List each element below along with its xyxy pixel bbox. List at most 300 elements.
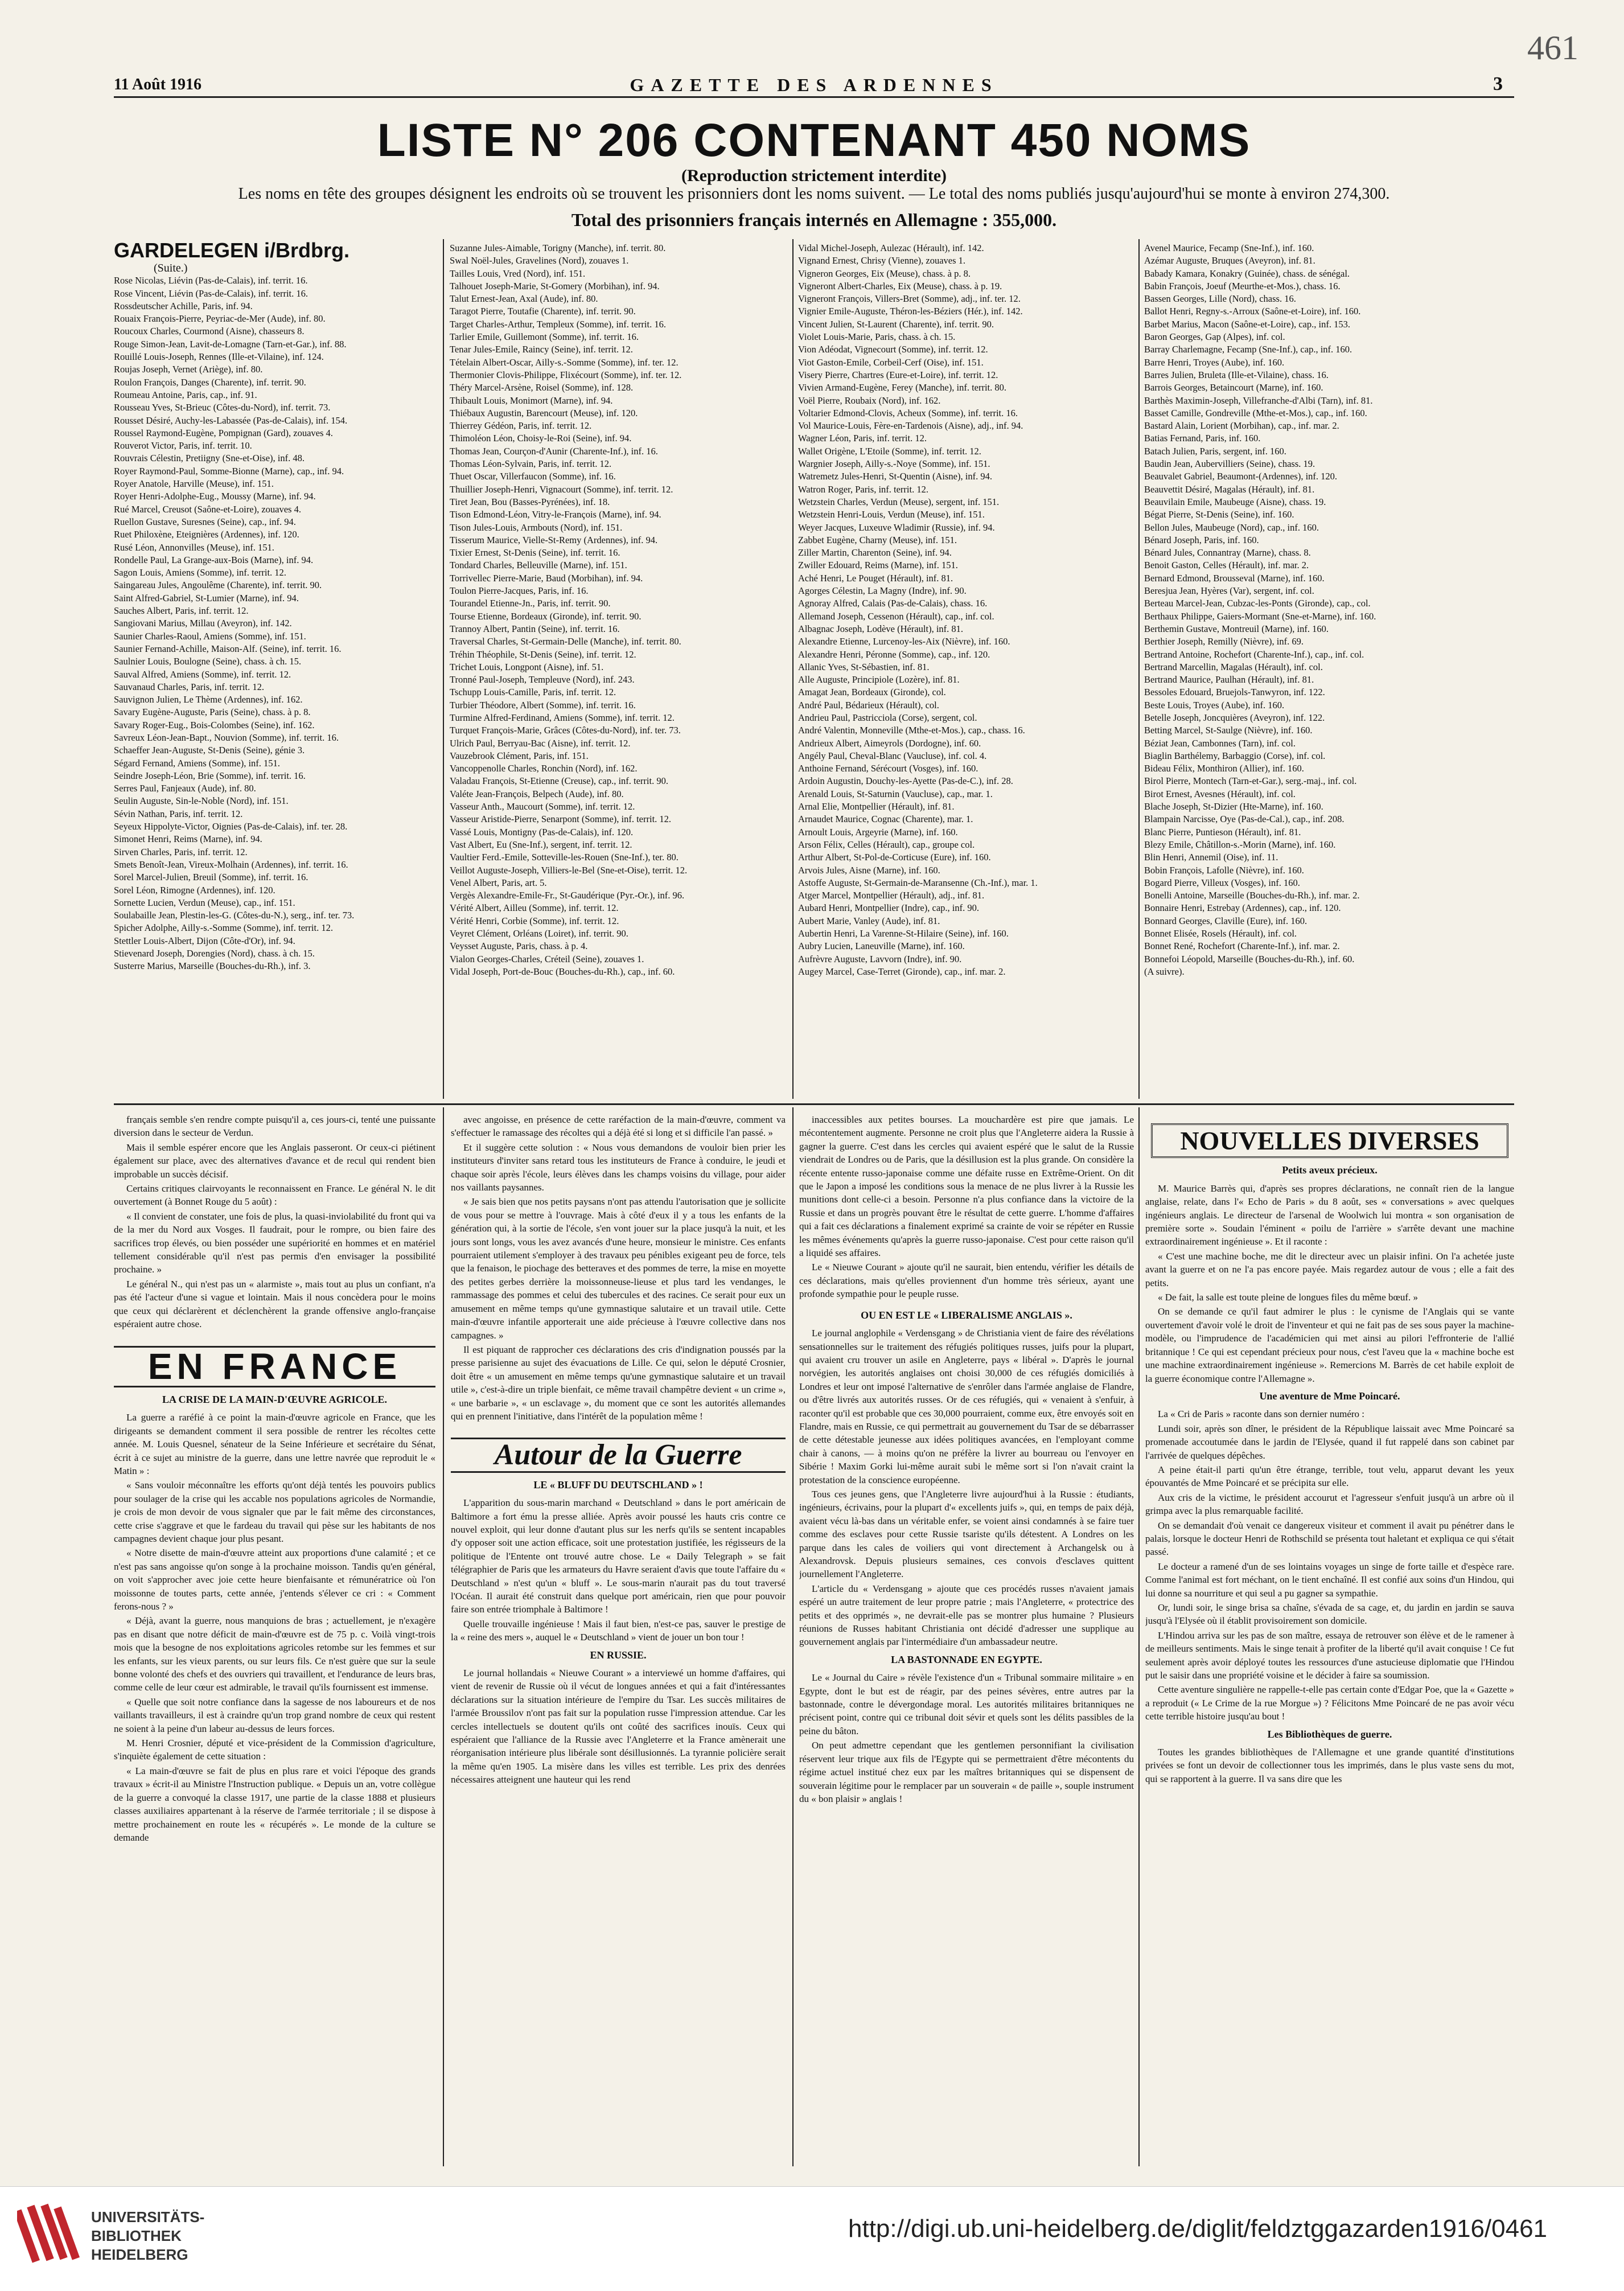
prisoner-entry: Sauvignon Julien, Le Thème (Ardennes), inf. 162. bbox=[114, 694, 303, 705]
article-paragraph: Quelle trouvaille ingénieuse ! Mais il faut bien, n'est-ce pas, sauver le prestige de la « reine des mers », auquel le « Deutschland » vient de jouer un bon tour ! bbox=[451, 1618, 786, 1643]
prisoner-entry: Violet Louis-Marie, Paris, chass. à ch. 15. bbox=[798, 331, 956, 343]
prisoner-entry: Tourse Etienne, Bordeaux (Gironde), inf. territ. 90. bbox=[450, 610, 642, 622]
prisoner-entry: Bonnefoi Léopold, Marseille (Bouches-du-Rh.), inf. 60. bbox=[1144, 953, 1355, 964]
prisoner-entry: Bessoles Edouard, Bruejols-Tanwyron, inf. 122. bbox=[1144, 687, 1325, 698]
prisoner-entry: Turbier Théodore, Albert (Somme), inf. territ. 16. bbox=[450, 699, 636, 711]
prisoner-entry: Vigneron Georges, Eix (Meuse), chass. à p. 8. bbox=[798, 268, 971, 279]
prisoner-entry: Blin Henri, Annemil (Oise), inf. 11. bbox=[1144, 852, 1278, 863]
prisoner-entry: Saingareau Jules, Angoulême (Charente), inf. territ. 90. bbox=[114, 580, 322, 591]
prisoner-entry: Rouverot Victor, Paris, inf. territ. 10. bbox=[114, 440, 252, 451]
prisoner-entry: Benoit Gaston, Celles (Hérault), inf. mar. 2. bbox=[1144, 560, 1309, 571]
prisoner-entry: Ruet Philoxène, Eteignières (Ardennes), inf. 120. bbox=[114, 529, 299, 540]
prisoner-entry: Vialon Georges-Charles, Créteil (Seine), zouaves 1. bbox=[450, 953, 644, 964]
prisoner-entry: Thimoléon Léon, Choisy-le-Roi (Seine), inf. 94. bbox=[450, 433, 632, 444]
prisoner-entry: Vasseur Aristide-Pierre, Senarpont (Somme), inf. territ. 12. bbox=[450, 814, 672, 825]
prisoner-entry: Baudin Jean, Aubervilliers (Seine), chass. 19. bbox=[1144, 458, 1315, 470]
article-subheading: Une aventure de Mme Poincaré. bbox=[1259, 1390, 1400, 1402]
prisoner-entry: André Valentin, Monneville (Mthe-et-Mos.), cap., chass. 16. bbox=[798, 725, 1025, 736]
prisoner-entry: Roujas Joseph, Vernet (Ariège), inf. 80. bbox=[114, 364, 263, 375]
article-paragraph: On peut admettre cependant que les gentlemen personnifiant la civilisation réservent leur trique aux fils de l'Egypte qui se permettraient d'être mécontents du régime actuel institué chez eux par les maîtres britanniques qui se dispensent de souverain légitime pour le remplacer par un souverain « de paille », souple instrument du « bon plaisir » anglais ! bbox=[799, 1740, 1134, 1804]
article-paragraph: Mais il semble espérer encore que les Anglais passeront. Or ceux-ci piétinent également sur place, avec des alternatives d'avance et de recul qui rendent bien improbable un succès décisif. bbox=[114, 1142, 435, 1180]
prisoner-entry: Visery Pierre, Chartres (Eure-et-Loire), inf. territ. 12. bbox=[798, 369, 998, 380]
prisoner-entry: Veillot Auguste-Joseph, Villiers-le-Bel (Sne-et-Oise), territ. 12. bbox=[450, 864, 688, 876]
prisoner-entry: Barthès Maximin-Joseph, Villefranche-d'Albi (Tarn), inf. 81. bbox=[1144, 395, 1373, 406]
prisoner-entry: Simonet Henri, Reims (Marne), inf. 94. bbox=[114, 834, 262, 845]
article-subheading: Les Bibliothèques de guerre. bbox=[1267, 1728, 1392, 1740]
article-column-1 bbox=[114, 1113, 435, 2166]
prisoner-entry: Sornette Lucien, Verdun (Meuse), cap., inf. 151. bbox=[114, 897, 295, 908]
library-name-line: UNIVERSITÄTS- bbox=[91, 2208, 205, 2226]
column-rule bbox=[792, 1107, 794, 2166]
prisoner-entry: Rousseau Yves, St-Brieuc (Côtes-du-Nord), inf. territ. 73. bbox=[114, 402, 331, 413]
prisoner-entry: Savary Eugène-Auguste, Paris (Seine), chass. à p. 8. bbox=[114, 707, 311, 718]
prisoner-entry: Rué Marcel, Creusot (Saône-et-Loire), zouaves 4. bbox=[114, 503, 301, 515]
prisoner-entry: Babin François, Joeuf (Meurthe-et-Mos.), chass. 16. bbox=[1144, 280, 1341, 291]
article-paragraph: Aux cris de la victime, le président accourut et l'agresseur s'enfuit jusqu'à un arbre où il grimpa avec la plus remarquable facilité. bbox=[1145, 1492, 1514, 1517]
prisoner-entry: Thermonier Clovis-Philippe, Flixécourt (Somme), inf. ter. 12. bbox=[450, 369, 682, 380]
section-divider bbox=[114, 1103, 1514, 1105]
article-column-4 bbox=[1145, 1113, 1514, 2166]
prisoner-entry: Tailles Louis, Vred (Nord), inf. 151. bbox=[450, 268, 586, 279]
prisoner-entry: Tréhin Théophile, St-Denis (Seine), inf. territ. 12. bbox=[450, 648, 636, 660]
prisoner-entry: Vast Albert, Eu (Sne-Inf.), sergent, inf. territ. 12. bbox=[450, 839, 632, 850]
prisoner-entry: Wetzstein Henri-Louis, Verdun (Meuse), inf. 151. bbox=[798, 509, 985, 520]
article-paragraph: On se demande ce qu'il faut admirer le plus : le cynisme de l'Anglais qui se vante ouvertement d'avoir volé le droit de l'inventeur et qui ne fait pas de ses sous payer la machine-modèle, ou l'imprudence de l'académicien qui met ainsi au pilori l'effronterie de l'allié britannique ! Ce qui est cependant précieux pour nous, c'est l'aveu que la « machine boche est une machine extraordinairement ingénieuse ». Remercions M. Barrès de cet habile exploit de la guerre économique contre l'Allemagne ». bbox=[1145, 1306, 1514, 1384]
prisoner-entry: Arnal Elie, Montpellier (Hérault), inf. 81. bbox=[798, 801, 955, 812]
prisoner-entry: Rouge Simon-Jean, Lavit-de-Lomagne (Tarn-et-Gar.), inf. 88. bbox=[114, 338, 347, 350]
prisoner-entry: Vérité Albert, Ailleu (Somme), inf. territ. 12. bbox=[450, 902, 619, 914]
prisoner-entry: Sévin Nathan, Paris, inf. territ. 12. bbox=[114, 808, 243, 819]
prisoner-entry: Vidal Joseph, Port-de-Bouc (Bouches-du-Rh.), cap., inf. 60. bbox=[450, 966, 675, 977]
prisoner-entry: Turquet François-Marie, Grâces (Côtes-du-Nord), inf. ter. 73. bbox=[450, 725, 681, 736]
prisoner-entry: Tondard Charles, Belleuville (Marne), inf. 151. bbox=[450, 560, 627, 571]
prisoner-entry: Tisserum Maurice, Vielle-St-Remy (Ardennes), inf. 94. bbox=[450, 534, 658, 545]
prisoner-entry: Sorel Marcel-Julien, Breuil (Somme), inf. territ. 16. bbox=[114, 872, 309, 883]
prisoner-entry: Thiébaux Augustin, Barencourt (Meuse), inf. 120. bbox=[450, 407, 638, 418]
prisoner-entry: Talhouet Joseph-Marie, St-Gomery (Morbihan), inf. 94. bbox=[450, 280, 660, 291]
prisoner-entry: Beauvettit Désiré, Magalas (Hérault), inf. 81. bbox=[1144, 483, 1315, 495]
prisoner-entry: Trannoy Albert, Pantin (Seine), inf. territ. 16. bbox=[450, 623, 620, 634]
prisoner-entry: Royer Anatole, Harville (Meuse), inf. 151. bbox=[114, 478, 274, 490]
prisoner-entry: Angély Paul, Cheval-Blanc (Vaucluse), inf. col. 4. bbox=[798, 750, 987, 761]
prisoner-entry: Vauzebrook Clément, Paris, inf. 151. bbox=[450, 750, 589, 761]
prisoner-entry: Babady Kamara, Konakry (Guinée), chass. de sénégal. bbox=[1144, 268, 1350, 279]
prisoner-entry: Swal Noël-Jules, Gravelines (Nord), zouaves 1. bbox=[450, 255, 629, 266]
article-paragraph: « Sans vouloir méconnaître les efforts qu'ont déjà tentés les pouvoirs publics pour soulager de la crise qui les accable nos populations agricoles de Normandie, je crois de mon devoir de vous signaler que par le fait même des circonstances, cette crise s'aggrave et que le fardeau du travail qui pèse sur les habitants de nos campagnes devient chaque jour plus pesant. bbox=[114, 1480, 435, 1544]
prisoner-entry: Thomas Léon-Sylvain, Paris, inf. territ. 12. bbox=[450, 458, 612, 470]
prisoner-entry: Roumeau Antoine, Paris, cap., inf. 91. bbox=[114, 389, 257, 400]
library-name bbox=[91, 2208, 204, 2264]
prisoner-entry: Sorel Léon, Rimogne (Ardennes), inf. 120. bbox=[114, 884, 276, 896]
library-name-line: HEIDELBERG bbox=[91, 2246, 188, 2263]
prisoner-entry: (A suivre). bbox=[1144, 966, 1185, 977]
prisoner-entry: Birot Ernest, Avesnes (Hérault), inf. col. bbox=[1144, 788, 1296, 799]
prisoner-entry: Target Charles-Arthur, Templeux (Somme), inf. territ. 16. bbox=[450, 318, 666, 330]
prisoner-entry: Rose Vincent, Liévin (Pas-de-Calais), inf. territ. 16. bbox=[114, 288, 308, 299]
prisoner-entry: Seindre Joseph-Léon, Brie (Somme), inf. territ. 16. bbox=[114, 770, 306, 781]
name-list-column-1 bbox=[114, 239, 438, 1099]
article-subheading: OU EN EST LE « LIBERALISME ANGLAIS ». bbox=[861, 1309, 1072, 1321]
article-paragraph: « Quelle que soit notre confiance dans la sagesse de nos laboureurs et de nos vaillants travailleurs, il est à craindre qu'un trop grand nombre de ceux qui restent ne soient à la peine d'un labeur au-dessus de leurs forces. bbox=[114, 1696, 435, 1734]
prisoner-entry: Spicher Adolphe, Ailly-s.-Somme (Somme), inf. territ. 12. bbox=[114, 922, 333, 934]
prisoner-entry: Vergès Alexandre-Emile-Fr., St-Gaudérique (Pyr.-Or.), inf. 96. bbox=[450, 890, 685, 901]
column-rule bbox=[792, 239, 794, 1099]
prisoner-entry: Berteau Marcel-Jean, Cubzac-les-Ponts (Gironde), cap., col. bbox=[1144, 598, 1371, 609]
prisoner-entry: Bonnet Elisée, Rosels (Hérault), inf. col. bbox=[1144, 928, 1297, 939]
prisoner-entry: Barbet Marius, Macon (Saône-et-Loire), cap., inf. 153. bbox=[1144, 318, 1350, 330]
prisoner-entry: Traversal Charles, St-Germain-Delle (Manche), inf. territ. 80. bbox=[450, 636, 681, 647]
article-paragraph: Le journal anglophile « Verdensgang » de Christiania vient de faire des révélations sensationnelles sur le traitement des réfugiés politiques russes, juifs pour la plupart, qui avaient cru trouver un asile en Angleterre, pays « libéral ». D'après le journal norvégien, les autorités anglaises ont choisi 30,000 de ces réfugiés domiciliés à Londres et leur ont imposé l'alternative de s'enrôler dans l'armée anglaise de Flandre, ou d'être livrés aux autorités russes. Or de ces réfugiés, qui « venaient à s'enfuir, à raconter qu'il est probable que ces 30,000 pourraient, comme eux, être envoyés soit en Flandre, mais en Russie, ce qui permettrait au gouvernement du Tsar de se débarrasser de cette détestable jeunesse aux idées politiques avancées, en l'employant comme chair à canons, — à moins qu'on ne préfère la livrer au bourreau ou l'envoyer en Sibérie ! Maxim Gorki lui-même aurait subi le même sort si l'on n'avait craint la protestation de la conscience européenne. bbox=[799, 1328, 1134, 1485]
prisoner-entry: Vivien Armand-Eugène, Ferey (Manche), inf. territ. 80. bbox=[798, 382, 1007, 393]
prisoner-entry: Torrivellec Pierre-Marie, Baud (Morbihan), inf. 94. bbox=[450, 572, 643, 584]
newspaper-name: GAZETTE DES ARDENNES bbox=[630, 75, 998, 95]
prisoner-entry: Bonnet René, Rochefort (Charente-Inf.), inf. mar. 2. bbox=[1144, 941, 1340, 952]
prisoner-entry: Tiret Jean, Bou (Basses-Pyrénées), inf. 18. bbox=[450, 496, 610, 507]
prisoner-entry: Sangiovani Marius, Millau (Aveyron), inf. 142. bbox=[114, 618, 292, 629]
article-subheading: EN RUSSIE. bbox=[590, 1649, 647, 1661]
prisoner-entry: Bonnard Georges, Claville (Eure), inf. 160. bbox=[1144, 915, 1308, 926]
handwritten-page-mark: 461 bbox=[1527, 29, 1578, 67]
prisoner-entry: Vignand Ernest, Chrisy (Vienne), zouaves 1. bbox=[798, 255, 966, 266]
prisoner-entry: Andrieux Albert, Aimeyrols (Dordogne), inf. 60. bbox=[798, 737, 981, 749]
article-paragraph: A peine était-il parti qu'un être étrange, terrible, tout velu, apparut devant les yeux épouvantés de Mme Poincaré et se précipita sur elle. bbox=[1145, 1464, 1514, 1489]
name-list bbox=[1144, 242, 1514, 978]
article-paragraph: Toutes les grandes bibliothèques de l'Allemagne et une grande quantité d'institutions privées se font un devoir de collectionner tous les imprimés, dans le plus vaste sens du mot, qui se rapportent à la guerre. Il va sans dire que les bbox=[1145, 1747, 1514, 1784]
prisoner-entry: Zwiller Edouard, Reims (Marne), inf. 151. bbox=[798, 560, 958, 571]
article-column-3 bbox=[799, 1113, 1134, 2166]
prisoner-entry: Stievenard Joseph, Dorengies (Nord), chass. à ch. 15. bbox=[114, 948, 315, 959]
prisoner-entry: Beauvilain Emile, Maubeuge (Aisne), chass. 19. bbox=[1144, 496, 1326, 507]
article-paragraph: « De fait, la salle est toute pleine de longues files du même bœuf. » bbox=[1158, 1292, 1418, 1303]
column-rule bbox=[443, 1107, 444, 2166]
article-paragraph: La guerre a raréfié à ce point la main-d'œuvre agricole en France, que les dirigeants se demandent comment il sera possible de rentrer les récoltes cette année. M. Louis Quesnel, sénateur de la Seine Inférieure et secrétaire du Sénat, écrit à ce sujet au ministre de la guerre, dans une lettre navrée que reproduit le « Matin » : bbox=[114, 1412, 435, 1476]
article-paragraph: Le journal hollandais « Nieuwe Courant » a interviewé un homme d'affaires, qui vient de revenir de Russie où il vécut de longues années et qui a fait d'intéressantes déclarations sur la situation intérieure de l'empire du Tsar. Les succès militaires de l'armée Broussilov n'ont pas fait sur la population russe l'impression attendue. Car les cercles intellectuels se doutent qu'ils ont coûté des sacrifices inouïs. Ceux qui espéraient que l'alliance de la Russie avec l'Angleterre et la France amènerait une réorganisation intérieure plus libérale sont désillusionnés. La tyrannie policière serait la même qu'en 1905. La misère dans les villes est terrible. Les prix des denrées nécessaires atteignent une hauteur qui les rend bbox=[451, 1668, 786, 1785]
camp-heading: GARDELEGEN i/Brdbrg. bbox=[114, 239, 350, 262]
prisoner-entry: Saulnier Louis, Boulogne (Seine), chass. à ch. 15. bbox=[114, 656, 302, 667]
prisoner-entry: Stettler Louis-Albert, Dijon (Côte-d'Or), inf. 94. bbox=[114, 935, 295, 946]
prisoner-entry: Baron Georges, Gap (Alpes), inf. col. bbox=[1144, 331, 1285, 343]
prisoner-entry: Bénard Joseph, Paris, inf. 160. bbox=[1144, 534, 1259, 545]
prisoner-entry: Bideau Félix, Monthiron (Allier), inf. 160. bbox=[1144, 763, 1304, 774]
prisoner-entry: Amagat Jean, Bordeaux (Gironde), col. bbox=[798, 687, 946, 698]
prisoner-entry: André Paul, Bédarieux (Hérault), col. bbox=[798, 699, 939, 711]
article-paragraph: inaccessibles aux petites bourses. La mouchardère est pire que jamais. Le mécontentement augmente. Personne ne croit plus que l'Angleterre aidera la Russie à gagner la guerre. C'est dans les cercles qui avaient espéré que le salut de la Russie viendrait de Londres ou de Paris, que la désillusion est la plus grande. On considère la récente entente russo-japonaise comme une défaite russe en Extrême-Orient. On dit que le Japon a imposé les conditions sous la menace de ne plus livrer à la Russie les munitions dont celle-ci a besoin. Personne n'a plus confiance dans la victoire de la Russie et dans un progrès pouvant être le résultat de cette guerre. L'homme d'affaires qui a fait ces déclarations a finalement exprimé sa crainte de voir se répéter en Russie les mêmes événements qu'après la guerre russo-japonaise. C'est pour cette raison qu'il a liquidé ses affaires. bbox=[799, 1114, 1134, 1259]
prisoner-entry: Ulrich Paul, Berryau-Bac (Aisne), inf. territ. 12. bbox=[450, 737, 631, 749]
prisoner-entry: Vassé Louis, Montigny (Pas-de-Calais), inf. 120. bbox=[450, 826, 634, 837]
prisoner-entry: Smets Benoît-Jean, Vireux-Molhain (Ardennes), inf. territ. 16. bbox=[114, 859, 348, 870]
prisoner-entry: Arvois Jules, Aisne (Marne), inf. 160. bbox=[798, 864, 940, 876]
prisoner-entry: Soulabaille Jean, Plestin-les-G. (Côtes-du-N.), serg., inf. ter. 73. bbox=[114, 910, 355, 921]
prisoner-entry: Rouvrais Célestin, Pretiigny (Sne-et-Oise), inf. 48. bbox=[114, 453, 305, 464]
article-paragraph: L'article du « Verdensgang » ajoute que ces procédés russes n'avaient jamais espéré un autre traitement de leur propre patrie ; mais l'Angleterre, « protectrice des petits et des opprimés », ne devrait-elle pas se montrer plus humaine ? Plusieurs réunions de Russes habitant Christiania ont décidé d'adresser une supplique au gouvernement anglais par l'intermédiaire d'un ambassadeur neutre. bbox=[799, 1583, 1134, 1648]
prisoner-entry: Wagner Léon, Paris, inf. territ. 12. bbox=[798, 433, 927, 444]
prisoner-entry: Ziller Martin, Charenton (Seine), inf. 94. bbox=[798, 547, 952, 559]
source-url-link[interactable]: http://digi.ub.uni-heidelberg.de/diglit/feldztggazarden1916/0461 bbox=[848, 2215, 1548, 2243]
list-title: LISTE N° 206 CONTENANT 450 NOMS bbox=[377, 114, 1251, 166]
prisoner-entry: Birol Pierre, Montech (Tarn-et-Gar.), serg.-maj., inf. col. bbox=[1144, 775, 1357, 787]
prisoner-entry: Tison Edmond-Léon, Vitry-le-François (Marne), inf. 94. bbox=[450, 509, 661, 520]
prisoner-entry: Arthur Albert, St-Pol-de-Corticuse (Eure), inf. 160. bbox=[798, 852, 991, 863]
prisoner-entry: Talut Ernest-Jean, Axal (Aude), inf. 80. bbox=[450, 293, 598, 305]
article-subheading: LA CRISE DE LA MAIN-D'ŒUVRE AGRICOLE. bbox=[162, 1393, 388, 1405]
prisoner-entry: Tételain Albert-Oscar, Ailly-s.-Somme (Somme), inf. ter. 12. bbox=[450, 356, 679, 368]
prisoner-entry: Atger Marcel, Montpellier (Hérault), adj., inf. 81. bbox=[798, 890, 985, 901]
prisoner-entry: Taragot Pierre, Toutafie (Charente), inf. territ. 90. bbox=[450, 306, 636, 317]
article-paragraph: Il est piquant de rapprocher ces déclarations des cris d'indignation poussés par la presse parisienne au sujet des évacuations de Lille. Ce qui, selon le député Crosnier, doit être « un amusement en même temps qu'une gymnastique salutaire et un travail utile », c'est-à-dire un triple bienfait, ce même travail champêtre devient « un crime », « une barbarie », « un esclavage », du moment que ce sont les autorités allemandes qui en prennent l'initiative, dans l'intérêt de la population même ! bbox=[451, 1344, 786, 1422]
prisoner-entry: Wetzstein Charles, Verdun (Meuse), sergent, inf. 151. bbox=[798, 496, 1000, 507]
prisoner-entry: Betelle Joseph, Joncquières (Aveyron), inf. 122. bbox=[1144, 712, 1325, 723]
prisoner-entry: Bertrand Marcellin, Magalas (Hérault), inf. col. bbox=[1144, 661, 1323, 672]
prisoner-entry: Alle Auguste, Principiole (Lozère), inf. 81. bbox=[798, 674, 960, 685]
article-paragraph: « C'est une machine boche, me dit le directeur avec un plaisir infini. On l'a achetée juste avant la guerre et on ne l'a pas encore payée. Mais regardez autour de vous ; elle a fait des petits. bbox=[1145, 1250, 1514, 1288]
prisoner-entry: Sirven Charles, Paris, inf. territ. 12. bbox=[114, 846, 248, 857]
prisoner-entry: Rossdeutscher Achille, Paris, inf. 94. bbox=[114, 300, 253, 311]
university-library-logo-icon bbox=[17, 2198, 80, 2272]
prisoner-entry: Astoffe Auguste, St-Germain-de-Maransenne (Ch.-Inf.), mar. 1. bbox=[798, 877, 1038, 888]
prisoner-entry: Agorges Célestin, La Magny (Indre), inf. 90. bbox=[798, 585, 967, 597]
prisoner-entry: Barre Henri, Troyes (Aube), inf. 160. bbox=[1144, 356, 1285, 368]
prisoner-entry: Anthoine Fernand, Sérécourt (Vosges), inf. 160. bbox=[798, 763, 978, 774]
article-paragraph: avec angoisse, en présence de cette raréfaction de la main-d'œuvre, comment va s'effectuer le ramassage des récoltes qui a déjà été si long et si difficile l'an passé. » bbox=[451, 1114, 786, 1139]
prisoner-entry: Aubard Henri, Montpellier (Indre), cap., inf. 90. bbox=[798, 902, 979, 914]
prisoner-entry: Ruellon Gustave, Suresnes (Seine), cap., inf. 94. bbox=[114, 516, 296, 527]
prisoner-entry: Toulon Pierre-Jacques, Paris, inf. 16. bbox=[450, 585, 589, 597]
prisoner-entry: Seyeux Hippolyte-Victor, Oignies (Pas-de-Calais), inf. ter. 28. bbox=[114, 821, 348, 832]
prisoner-entry: Venel Albert, Paris, art. 5. bbox=[450, 877, 547, 888]
section-heading-autour-de-la-guerre: Autour de la Guerre bbox=[451, 1438, 786, 1472]
prisoner-entry: Serres Paul, Fanjeaux (Aude), inf. 80. bbox=[114, 783, 256, 794]
prisoner-entry: Bellon Jules, Maubeuge (Nord), cap., inf. 160. bbox=[1144, 522, 1319, 533]
prisoner-entry: Blache Joseph, St-Dizier (Hte-Marne), inf. 160. bbox=[1144, 801, 1323, 812]
article-subheading: LA BASTONNADE EN EGYPTE. bbox=[891, 1653, 1042, 1665]
prisoner-entry: Veysset Auguste, Paris, chass. à p. 4. bbox=[450, 941, 588, 952]
prisoner-entry: Wargnier Joseph, Ailly-s.-Noye (Somme), inf. 151. bbox=[798, 458, 990, 470]
article-paragraph: Or, lundi soir, le singe brisa sa chaîne, s'évada de sa cage, et, du jardin en jardin se sauva jusqu'à l'Elysée où il établit provisoirement son domicile. bbox=[1145, 1602, 1514, 1627]
prisoner-entry: Barray Charlemagne, Fecamp (Sne-Inf.), cap., inf. 160. bbox=[1144, 344, 1352, 355]
article-paragraph: « Déjà, avant la guerre, nous manquions de bras ; actuellement, je n'exagère pas en disant que notre déficit de main-d'œuvre est de 75 p. c. Voilà vingt-trois mois que la besogne de nos exploitations agricoles retombe sur les femmes et sur les enfants, sur les vieux parents, ou sur leurs fils. Ce n'est guère que sur la seule bonne volonté des chefs et des ouvriers qui travaillent, et l'endurance de leurs bras, comme celle de leur cœur est admirable, le travail qu'ils fournissent est immense. bbox=[114, 1615, 435, 1693]
prisoner-entry: Tarlier Emile, Guillemont (Somme), inf. territ. 16. bbox=[450, 331, 639, 343]
reproduction-notice: (Reproduction strictement interdite) bbox=[681, 166, 947, 185]
prisoner-entry: Voltarier Edmond-Clovis, Acheux (Somme), inf. territ. 16. bbox=[798, 407, 1018, 418]
prisoner-entry: Thierrey Gédéon, Paris, inf. territ. 12. bbox=[450, 420, 592, 432]
prisoner-entry: Zabbet Eugène, Charny (Meuse), inf. 151. bbox=[798, 534, 957, 545]
prisoner-entry: Béziat Jean, Cambonnes (Tarn), inf. col. bbox=[1144, 737, 1296, 749]
prisoner-entry: Ballot Henri, Regny-s.-Arroux (Saône-et-Loire), inf. 160. bbox=[1144, 306, 1361, 317]
section-heading-nouvelles-diverses: NOUVELLES DIVERSES bbox=[1151, 1123, 1508, 1158]
article-paragraph: Le général N., qui n'est pas un « alarmiste », mais tout au plus un confiant, n'a pas été l'acteur d'une si vague et lointain. Mais il nous concèdera pour le moins que ceux qui déclarèrent et déclenchèrent la grande offensive anglo-française espéraient autre chose. bbox=[114, 1278, 435, 1330]
prisoner-entry: Bonelli Antoine, Marseille (Bouches-du-Rh.), inf. mar. 2. bbox=[1144, 890, 1360, 901]
prisoner-entry: Aubry Lucien, Laneuville (Marne), inf. 160. bbox=[798, 941, 965, 952]
article-paragraph: L'apparition du sous-marin marchand « Deutschland » dans le port américain de Baltimore a fort ému la presse alliée. Après avoir poussé les hauts cris contre ce nouvel exploit, qui leur donne d'autant plus sur les nerfs qu'ils se sentent incapables d'y opposer soit une action efficace, soit une protestation justifiée, les régisseurs de la politique de l'Entente ont trouvé autre chose. Le « Daily Telegraph » se fait télégraphier de Paris que les armateurs du Havre seraient d'avis que toute l'affaire du « Deutschland » n'est qu'un « bluff ». Le sous-marin n'aurait pas du tout traversé l'Océan. Il aurait été construit dans quelque port américain, rien que pour pouvoir faire son entrée triomphale à Baltimore ! bbox=[451, 1497, 786, 1615]
prisoner-entry: Aché Henri, Le Pouget (Hérault), inf. 81. bbox=[798, 572, 953, 584]
prisoner-entry: Vaultier Ferd.-Emile, Sotteville-les-Rouen (Sne-Inf.), ter. 80. bbox=[450, 852, 679, 863]
article-paragraph: Lundi soir, après son dîner, le président de la République laissait avec Mme Poincaré sa promenade accoutumée dans le jardin de l'Elysée, quand il fut rappelé dans son cabinet par l'arrivée de quelques dépêches. bbox=[1145, 1423, 1514, 1461]
article-paragraph: Et il suggère cette solution : « Nous vous demandons de vouloir bien prier les instituteurs d'inviter sans retard tous les instituteurs de France à conduire, le jeudi et chaque soir après l'école, leurs élèves dans les champs voisins du village, pour aider nos vaillants paysannes. bbox=[451, 1142, 786, 1193]
prisoner-entry: Rousset Désiré, Auchy-les-Labassée (Pas-de-Calais), inf. 154. bbox=[114, 414, 348, 426]
prisoner-entry: Tixier Ernest, St-Denis (Seine), inf. territ. 16. bbox=[450, 547, 620, 559]
prisoner-entry: Suzanne Jules-Aimable, Torigny (Manche), inf. territ. 80. bbox=[450, 243, 666, 253]
prisoner-entry: Arnoult Louis, Argeyrie (Marne), inf. 160. bbox=[798, 826, 958, 837]
prisoner-entry: Rusé Léon, Annonvilles (Meuse), inf. 151. bbox=[114, 541, 274, 553]
prisoner-entry: Batias Fernand, Paris, inf. 160. bbox=[1144, 433, 1261, 444]
prisoner-entry: Vignier Emile-Auguste, Théron-les-Béziers (Hér.), inf. 142. bbox=[798, 306, 1023, 317]
prisoner-entry: Albagnac Joseph, Lodève (Hérault), inf. 81. bbox=[798, 623, 964, 634]
list-note: Les noms en tête des groupes désignent les endroits où se trouvent les prisonniers dont les noms suivent. — Le total des noms publiés jusqu'aujourd'hui se monte à environ 274,300. bbox=[238, 185, 1390, 203]
prisoner-entry: Rouaix François-Pierre, Peyriac-de-Mer (Aude), inf. 80. bbox=[114, 313, 326, 325]
prisoner-entry: Bassen Georges, Lille (Nord), chass. 16. bbox=[1144, 293, 1296, 305]
prisoner-entry: Vancoppenolle Charles, Ronchin (Nord), inf. 162. bbox=[450, 763, 638, 774]
prisoner-entry: Rouillé Louis-Joseph, Rennes (Ille-et-Vilaine), inf. 124. bbox=[114, 351, 324, 363]
prisoner-entry: Valadau François, St-Etienne (Creuse), cap., inf. territ. 90. bbox=[450, 775, 668, 787]
prisoner-entry: Vigneront François, Villers-Bret (Somme), adj., inf. ter. 12. bbox=[798, 293, 1021, 305]
prisoner-entry: Roucoux Charles, Courmond (Aisne), chasseurs 8. bbox=[114, 326, 305, 337]
article-paragraph: français semble s'en rendre compte puisqu'il a, ces jours-ci, tenté une puissante diversion dans le secteur de Verdun. bbox=[114, 1114, 435, 1139]
prisoner-entry: Théry Marcel-Arsène, Roisel (Somme), inf. 128. bbox=[450, 382, 634, 393]
article-paragraph: M. Maurice Barrès qui, d'après ses propres déclarations, ne connaît rien de la langue anglaise, relate, dans l'« Echo de Paris » du 8 août, ses « conversations » avec quelques ingénieurs anglais. Le directeur de l'arsenal de Woolwich lui montra « son organisation de première sorte ». Soudain l'éminent « poilu de l'arrière » s'arrête devant une machine extraordinairement ingénieuse ». Et il raconte : bbox=[1145, 1183, 1514, 1247]
name-list bbox=[798, 242, 1135, 978]
prisoner-entry: Thuet Oscar, Villerfaucon (Somme), inf. 16. bbox=[450, 471, 616, 482]
article-paragraph: Le « Journal du Caire » révèle l'existence d'un « Tribunal sommaire militaire » en Egypte, dont le but est de réagir, par des peines sévères, entre autres par la bastonnade, contre le dévergondage moral. Les autorités militaires britanniques ne précisent point, contre qui ce tribunal doit sévir et quels sont les délits passibles de la peine du bâton. bbox=[799, 1672, 1134, 1736]
prisoner-entry: Andrieu Paul, Pastricciola (Corse), sergent, col. bbox=[798, 712, 977, 723]
article-paragraph: On se demandait d'où venait ce dangereux visiteur et comment il avait pu pénétrer dans le palais, lorsque le docteur Henri de Rothschild se présenta tout haletant et expliqua ce qui s'était passé. bbox=[1145, 1520, 1514, 1558]
prisoner-entry: Blampain Narcisse, Oye (Pas-de-Cal.), cap., inf. 208. bbox=[1144, 814, 1345, 825]
prisoner-entry: Bénard Jules, Connantray (Marne), chass. 8. bbox=[1144, 547, 1311, 559]
prisoner-entry: Alexandre Henri, Péronne (Somme), cap., inf. 120. bbox=[798, 648, 990, 660]
prisoner-entry: Watremetz Jules-Henri, St-Quentin (Aisne), inf. 94. bbox=[798, 471, 992, 482]
prisoner-entry: Azémar Auguste, Bruques (Aveyron), inf. 81. bbox=[1144, 255, 1315, 266]
issue-date: 11 Août 1916 bbox=[114, 76, 202, 93]
prisoner-entry: Vérité Henri, Corbie (Somme), inf. territ. 12. bbox=[450, 915, 619, 926]
prisoner-entry: Beresjua Jean, Hyères (Var), sergent, inf. col. bbox=[1144, 585, 1314, 597]
prisoner-entry: Betting Marcel, St-Saulge (Nièvre), inf. 160. bbox=[1144, 725, 1313, 736]
prisoner-entry: Saunier Fernand-Achille, Maison-Alf. (Seine), inf. territ. 16. bbox=[114, 643, 342, 654]
prisoner-entry: Ardoin Augustin, Douchy-les-Ayette (Pas-de-C.), inf. 28. bbox=[798, 775, 1013, 787]
prisoner-entry: Batach Julien, Paris, sergent, inf. 160. bbox=[1144, 445, 1286, 457]
prisoner-entry: Bertrand Antoine, Rochefort (Charente-Inf.), cap., inf. col. bbox=[1144, 648, 1364, 660]
prisoner-entry: Sauval Alfred, Amiens (Somme), inf. territ. 12. bbox=[114, 668, 291, 680]
prisoner-entry: Bobin François, Lafolle (Nièvre), inf. 160. bbox=[1144, 864, 1304, 876]
article-paragraph: L'Hindou arriva sur les pas de son maître, essaya de retrouver son élève et de le ramener à de meilleurs sentiments. Mais le singe tenait à profiter de la liberté qu'il avait conquise ! Ce fut seulement après avoir déployé toutes les ressources d'une astucieuse diplomatie que l'Hindou put le saisir dans une propriété voisine et le décider à faire sa soumission. bbox=[1145, 1629, 1514, 1681]
prisoner-entry: Allemand Joseph, Cessenon (Hérault), cap., inf. col. bbox=[798, 610, 994, 622]
prisoner-entry: Tschupp Louis-Camille, Paris, inf. territ. 12. bbox=[450, 687, 616, 698]
prisoner-entry: Tourandel Etienne-Jn., Paris, inf. territ. 90. bbox=[450, 598, 611, 609]
column-rule bbox=[443, 239, 444, 1099]
prisoner-entry: Vigneront Albert-Charles, Eix (Meuse), chass. à p. 19. bbox=[798, 280, 1002, 291]
prisoner-entry: Blanc Pierre, Puntieson (Hérault), inf. 81. bbox=[1144, 826, 1301, 837]
prisoner-entry: Biaglin Barthélemy, Barbaggio (Corse), inf. col. bbox=[1144, 750, 1326, 761]
prisoner-entry: Tison Jules-Louis, Armbouts (Nord), inf. 151. bbox=[450, 522, 623, 533]
camp-suite: (Suite.) bbox=[154, 262, 188, 274]
article-paragraph: « Notre disette de main-d'œuvre atteint aux proportions d'une calamité ; et ce n'est pas sans angoisse qu'on songe à la prochaine moisson. Tandis qu'en général, on voit s'approcher avec joie cette heure bienfaisante et rémunératrice où l'on moissonne de toutes parts, cette année, j'entends s'élever ce cri : « Comment ferons-nous ? » bbox=[114, 1547, 435, 1612]
prisoner-entry: Barrois Georges, Betaincourt (Marne), inf. 160. bbox=[1144, 382, 1323, 393]
prisoner-entry: Berthaux Philippe, Gaiers-Mormant (Sne-et-Marne), inf. 160. bbox=[1144, 610, 1376, 622]
prisoner-entry: Avenel Maurice, Fecamp (Sne-Inf.), inf. 160. bbox=[1144, 243, 1314, 253]
prisoner-entry: Thibault Louis, Monimort (Marne), inf. 94. bbox=[450, 395, 613, 406]
prisoner-entry: Berthier Joseph, Remilly (Nièvre), inf. 69. bbox=[1144, 636, 1304, 647]
prisoner-entry: Arson Félix, Celles (Hérault), cap., groupe col. bbox=[798, 839, 975, 850]
prisoner-entry: Savary Roger-Eug., Bois-Colombes (Seine), inf. 162. bbox=[114, 719, 315, 730]
prisoner-entry: Saint Alfred-Gabriel, St-Lumier (Marne), inf. 94. bbox=[114, 592, 299, 603]
prisoner-entry: Agnoray Alfred, Calais (Pas-de-Calais), chass. 16. bbox=[798, 598, 988, 609]
prisoner-entry: Roulon François, Danges (Charente), inf. territ. 90. bbox=[114, 376, 306, 388]
name-list bbox=[450, 242, 788, 978]
prisoner-entry: Royer Raymond-Paul, Somme-Bionne (Marne), cap., inf. 94. bbox=[114, 465, 344, 477]
prisoner-entry: Tronné Paul-Joseph, Templeuve (Nord), inf. 243. bbox=[450, 674, 635, 685]
prisoner-entry: Rondelle Paul, La Grange-aux-Bois (Marne), inf. 94. bbox=[114, 554, 314, 565]
prisoner-entry: Bernard Edmond, Brousseval (Marne), inf. 160. bbox=[1144, 572, 1325, 584]
prisoner-entry: Watron Roger, Paris, inf. territ. 12. bbox=[798, 483, 928, 495]
article-subheading: Petits aveux précieux. bbox=[1282, 1164, 1378, 1176]
prisoner-entry: Seulin Auguste, Sin-le-Noble (Nord), inf. 151. bbox=[114, 795, 289, 807]
prisoner-entry: Viot Gaston-Emile, Corbeil-Cerf (Oise), inf. 151. bbox=[798, 356, 984, 368]
prisoner-entry: Augey Marcel, Case-Terret (Gironde), cap., inf. mar. 2. bbox=[798, 966, 1006, 977]
prisoner-entry: Vion Adéodat, Vignecourt (Somme), inf. territ. 12. bbox=[798, 344, 988, 355]
article-column-2 bbox=[451, 1113, 786, 2166]
prisoner-entry: Weyer Jacques, Luxeuve Wladimir (Russie), inf. 94. bbox=[798, 522, 995, 533]
prisoner-entry: Susterre Marius, Marseille (Bouches-du-Rh.), inf. 3. bbox=[114, 960, 311, 972]
prisoner-entry: Wallet Origène, L'Etoile (Somme), inf. territ. 12. bbox=[798, 445, 981, 457]
section-heading-en-france: EN FRANCE bbox=[114, 1346, 435, 1387]
name-list bbox=[114, 274, 438, 972]
page-header bbox=[114, 71, 1514, 98]
prisoner-entry: Arnaudet Maurice, Cognac (Charente), mar. 1. bbox=[798, 814, 973, 825]
prisoner-entry: Beste Louis, Troyes (Aube), inf. 160. bbox=[1144, 699, 1285, 711]
prisoner-entry: Saunier Charles-Raoul, Amiens (Somme), inf. 151. bbox=[114, 630, 306, 642]
prisoner-entry: Ségard Fernand, Amiens (Somme), inf. 151. bbox=[114, 757, 280, 769]
prisoner-entry: Tenar Jules-Emile, Raincy (Seine), inf. territ. 12. bbox=[450, 344, 633, 355]
name-list-column-2 bbox=[450, 242, 788, 1099]
column-rule bbox=[1138, 1107, 1140, 2166]
name-list-column-3 bbox=[798, 242, 1135, 1099]
prisoner-entry: Sauvanaud Charles, Paris, inf. territ. 12. bbox=[114, 681, 264, 692]
prisoner-entry: Aubert Marie, Vanley (Aude), inf. 81. bbox=[798, 915, 940, 926]
prisoner-entry: Basset Camille, Gondreville (Mthe-et-Mos.), cap., inf. 160. bbox=[1144, 407, 1367, 418]
prisoner-entry: Turmine Alfred-Ferdinand, Amiens (Somme), inf. territ. 12. bbox=[450, 712, 675, 723]
prisoner-entry: Bogard Pierre, Villeux (Vosges), inf. 160. bbox=[1144, 877, 1300, 888]
prisoner-entry: Thomas Jean, Courçon-d'Aunir (Charente-Inf.), inf. 16. bbox=[450, 445, 658, 457]
prisoner-entry: Blezy Emile, Châtillon-s.-Morin (Marne), inf. 160. bbox=[1144, 839, 1336, 850]
article-paragraph: Le docteur a ramené d'un de ses lointains voyages un singe de forte taille et d'espèce rare. Comme l'animal est fort méchant, on le tient enchaîné. Il est confié aux soins d'un Hindou, qui lui donne sa nourriture et qui seul a pu gagner sa sympathie. bbox=[1145, 1561, 1514, 1599]
prisoner-entry: Barres Julien, Bruleta (Ille-et-Vilaine), chass. 16. bbox=[1144, 369, 1329, 380]
article-paragraph: « Il convient de constater, une fois de plus, la quasi-inviolabilité du front qui va de la mer du Nord aux Vosges. Il faudrait, pour le rompre, ou bien faire des sacrifices trop élevés, ou bien posséder une supériorité en hommes et en matériel tellement considérable qu'il n'est pas permis d'en envisager la possibilité prochaine. » bbox=[114, 1210, 435, 1275]
article-paragraph: Certains critiques clairvoyants le reconnaissent en France. Le général N. le dit ouvertement (à Bonnet Rouge du 5 août) : bbox=[114, 1183, 435, 1208]
prisoner-entry: Allanic Yves, St-Sébastien, inf. 81. bbox=[798, 661, 930, 672]
prisoner-entry: Trichet Louis, Longpont (Aisne), inf. 51. bbox=[450, 661, 604, 672]
prisoner-entry: Valéte Jean-François, Belpech (Aude), inf. 80. bbox=[450, 788, 624, 799]
prisoner-totals: Total des prisonniers français internés en Allemagne : 355,000. bbox=[571, 210, 1057, 230]
prisoner-entry: Thuillier Joseph-Henri, Vignacourt (Somme), inf. territ. 12. bbox=[450, 483, 673, 495]
prisoner-entry: Sauches Albert, Paris, inf. territ. 12. bbox=[114, 605, 249, 617]
prisoner-entry: Savreux Léon-Jean-Bapt., Nouvion (Somme), inf. territ. 16. bbox=[114, 732, 339, 743]
article-paragraph: Le « Nieuwe Courant » ajoute qu'il ne saurait, bien entendu, vérifier les détails de ces déclarations, mais qu'elles proviennent d'un homme très sérieux, ayant une profonde sympathie pour le peuple russe. bbox=[799, 1262, 1134, 1300]
prisoner-entry: Roussel Raymond-Eugène, Pompignan (Gard), zouaves 4. bbox=[114, 427, 333, 438]
prisoner-entry: Aubertin Henri, La Varenne-St-Hilaire (Seine), inf. 160. bbox=[798, 928, 1009, 939]
prisoner-entry: Sagon Louis, Amiens (Somme), inf. territ. 12. bbox=[114, 567, 286, 578]
prisoner-entry: Berthemin Gustave, Montreuil (Marne), inf. 160. bbox=[1144, 623, 1329, 634]
prisoner-entry: Alexandre Etienne, Lurcenoy-les-Aix (Nièvre), inf. 160. bbox=[798, 636, 1010, 647]
article-paragraph: « La main-d'œuvre se fait de plus en plus rare et voici l'époque des grands travaux » écrit-il au Ministre l'Instruction publique. « Depuis un an, votre collègue de la guerre a convoqué la classe 1917, une partie de la classe 1888 et plusieurs classes auxiliaires appartenant à la réserve de l'armée territoriale ; il se dispose à mettre prochainement en route les « récupérés ». Le monde de la culture se demande bbox=[114, 1765, 435, 1843]
library-name-line: BIBLIOTHEK bbox=[91, 2227, 182, 2244]
page-number: 3 bbox=[1493, 73, 1503, 95]
article-paragraph: Cette aventure singulière ne rappelle-t-elle pas certain conte d'Edgar Poe, que la « Gazette » a reproduit (« Le Crime de la rue Morgue ») ? Félicitons Mme Poincaré de ne pas avoir vécu cette terrible histoire jusqu'au bout ! bbox=[1145, 1684, 1514, 1722]
prisoner-entry: Bégat Pierre, St-Denis (Seine), inf. 160. bbox=[1144, 509, 1294, 520]
prisoner-entry: Royer Henri-Adolphe-Eug., Moussy (Marne), inf. 94. bbox=[114, 491, 316, 502]
article-paragraph: La « Cri de Paris » raconte dans son dernier numéro : bbox=[1158, 1409, 1365, 1420]
prisoner-entry: Arenald Louis, St-Saturnin (Vaucluse), cap., mar. 1. bbox=[798, 788, 993, 799]
prisoner-entry: Bonnaire Henri, Estrebay (Ardennes), cap., inf. 120. bbox=[1144, 902, 1341, 914]
prisoner-entry: Rose Nicolas, Liévin (Pas-de-Calais), inf. territ. 16. bbox=[114, 275, 308, 286]
prisoner-entry: Vol Maurice-Louis, Fère-en-Tardenois (Aisne), adj., inf. 94. bbox=[798, 420, 1023, 432]
